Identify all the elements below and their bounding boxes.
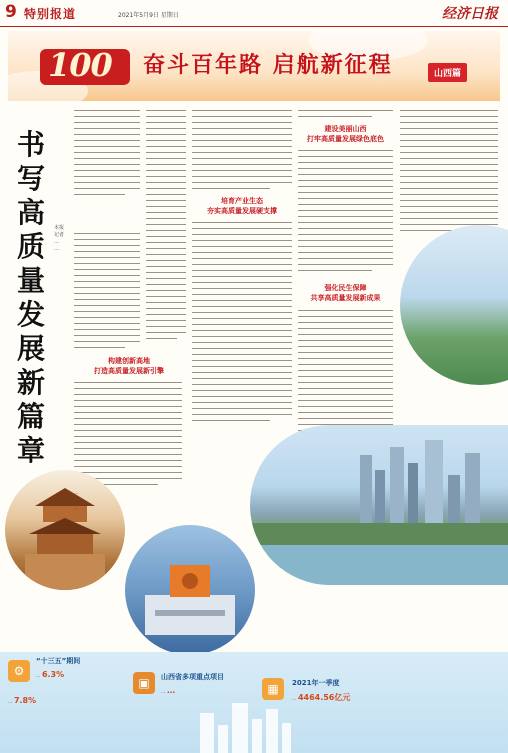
statistics-infographic (0, 652, 508, 753)
banner-slogan: 奋斗百年路 启航新征程 (143, 53, 393, 78)
main-headline (11, 128, 51, 468)
lead-text-block-b (74, 233, 140, 353)
gear-icon: ⚙ (8, 660, 30, 682)
column-four-text (298, 110, 393, 122)
pagoda-illustration (5, 470, 125, 590)
skyline-illustration (250, 425, 508, 585)
reform-text-block (298, 150, 393, 276)
photo-caption-2: … (74, 506, 79, 511)
main-headline-text: 书写高质量发展新篇章 (16, 128, 45, 467)
page-header (0, 0, 508, 27)
anniversary-banner (8, 31, 500, 101)
page-number: 9 (5, 2, 17, 22)
photo-caption-1: … (74, 491, 79, 496)
column-three-text (192, 110, 292, 194)
photo-caption-3: … (74, 521, 79, 526)
subhead-industry: 培育产业生态 夯实高质量发展硬支撑 (207, 197, 277, 215)
city-skyline-photo (250, 425, 508, 585)
subhead-reform: 建设美丽山西 打牢高质量发展绿色底色 (307, 125, 384, 143)
column-two-text (146, 110, 186, 344)
machinery-illustration (125, 525, 255, 655)
section-title: 特别报道 (24, 7, 77, 21)
industry-text-block (192, 222, 292, 426)
info-left-panel: ⚙ “十三五”期间 … 6.3% … 7.8% (8, 657, 81, 705)
info-middle-panel: ▣ 山西省多项重点项目 … … (135, 672, 265, 696)
emblem-number: 100 (48, 46, 112, 84)
region-tag: 山西篇 (428, 63, 467, 82)
industry-photo (125, 525, 255, 655)
lead-text-block (74, 110, 140, 200)
subhead-livelihood: 强化民生保障 共享高质量发展新成果 (310, 284, 381, 302)
newspaper-logo: 经济日报 (442, 6, 498, 22)
info-right-panel: ▦ 2021年一季度 … 4464.56亿元 (270, 678, 400, 703)
green-city-photo (400, 225, 508, 385)
subhead-innovation: 构建创新高地 打造高质量发展新引擎 (94, 357, 164, 375)
issue-date: 2021年5月9日 星期日 (118, 12, 179, 19)
calculator-icon: ▦ (262, 678, 284, 700)
ancient-tower-photo (5, 470, 125, 590)
column-five-text (400, 110, 498, 236)
byline: 本报记者 … … (54, 225, 65, 252)
briefcase-icon: ▣ (133, 672, 155, 694)
innovation-text-block (74, 382, 182, 490)
